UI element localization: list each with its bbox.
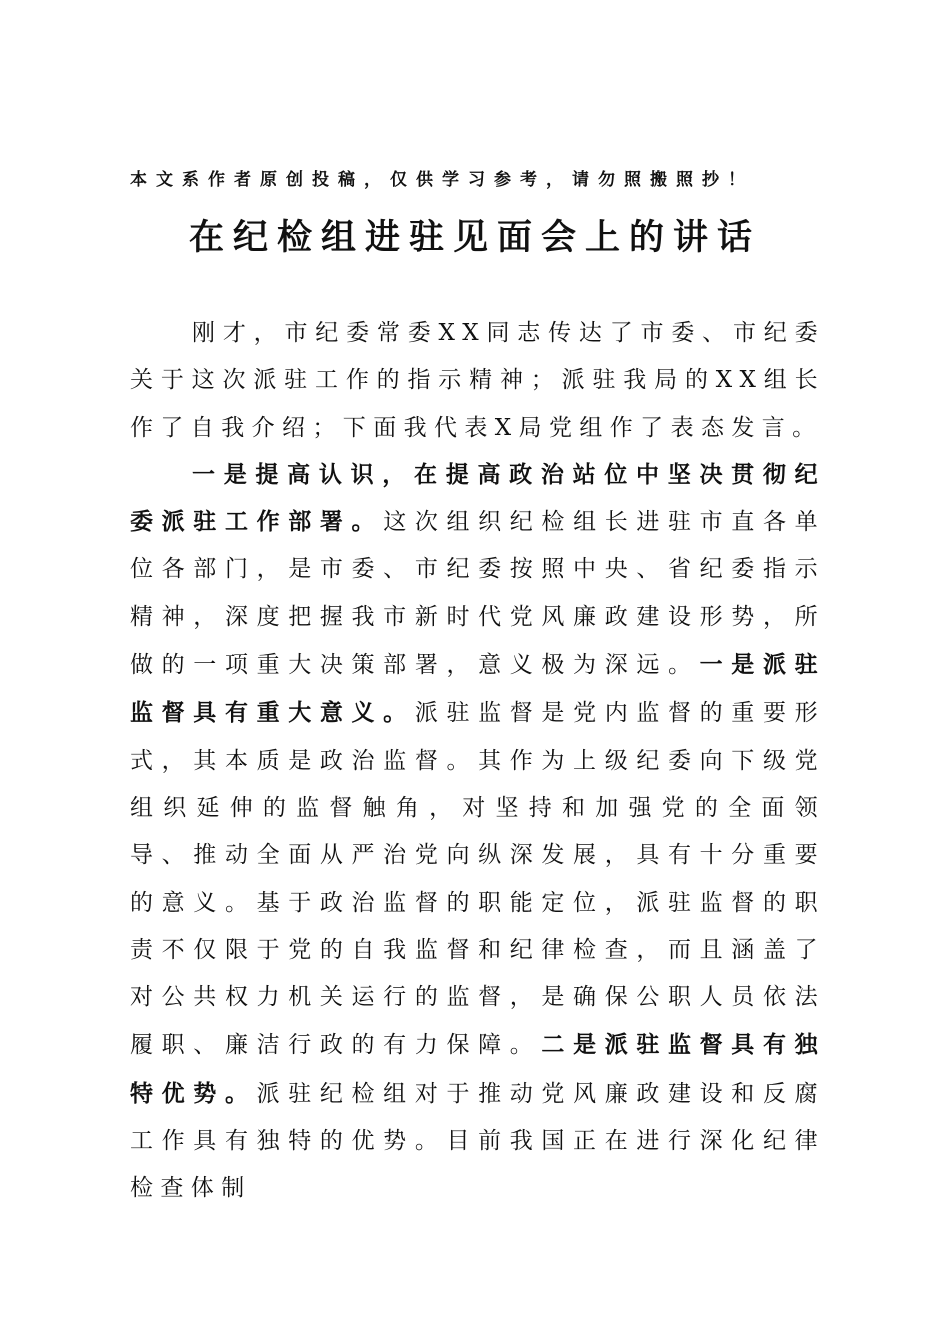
paragraph-intro (130, 310, 825, 452)
section-text-1: 这次组织纪检组长进驻市直各单位各部门，是市委、市纪委按照中央、省纪委指示精神，深度把握我市新时代党风廉政建设形势，所做的一项重大决策部署，意义极为深远。 (130, 509, 825, 679)
document-title: 在纪检组进驻见面会上的讲话 (188, 217, 761, 258)
copyright-notice: 本文系作者原创投稿，仅供学习参考，请勿照搬照抄！ (130, 170, 754, 190)
section-text-2: 派驻监督是党内监督的重要形式，其本质是政治监督。其作为上级纪委向下级党组织延伸的监督触角，对坚持和加强党的全面领导、推动全面从严治党向纵深发展，具有十分重要的意义。基于政治监督的职能定位，派驻监督的职责不仅限于党的自我监督和纪律检查，而且涵盖了对公共权力机关运行的监督，是确保公职人员依法履职、廉洁行政的有力保障。 (130, 700, 825, 1059)
sub-heading-1: 一是派驻监督具有重大意义。 (130, 651, 825, 727)
section-text-3: 派驻纪检组对于推动党风廉政建设和反腐工作具有独特的优势。目前我国正在进行深化纪律检查体制 (130, 1080, 825, 1202)
paragraph-section-one (130, 452, 825, 1213)
document-body (130, 310, 825, 1213)
sub-heading-2: 二是派驻监督具有独特优势。 (130, 1031, 825, 1107)
section-heading: 一是提高认识，在提高政治站位中坚决贯彻纪委派驻工作部署。 (130, 461, 825, 536)
paragraph-intro-text: 刚才，市纪委常委XX同志传达了市委、市纪委关于这次派驻工作的指示精神；派驻我局的XX组长作了自我介绍；下面我代表X局党组作了表态发言。 (130, 320, 825, 441)
